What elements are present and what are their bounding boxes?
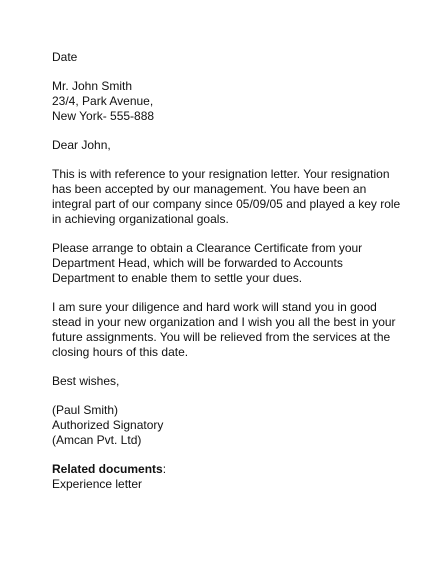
letter-page (52, 50, 422, 506)
paragraph-line: stead in your new organization and I wish you all the best in your (52, 315, 396, 329)
paragraph-line: future assignments. You will be relieved from the services at the (52, 330, 391, 344)
related-documents (52, 462, 422, 492)
related-colon: : (162, 462, 167, 476)
salutation: Dear John, (52, 138, 111, 152)
recipient-name: Mr. John Smith (52, 79, 133, 93)
signatory-company: (Amcan Pvt. Ltd) (52, 433, 142, 447)
paragraph-line: closing hours of this date. (52, 345, 189, 359)
paragraph-line: Please arrange to obtain a Clearance Certificate from your (52, 241, 363, 255)
paragraph-line: Department to enable them to settle your dues. (52, 271, 303, 285)
paragraph-line: Department Head, which will be forwarded to Accounts (52, 256, 343, 270)
paragraph-line: has been accepted by our management. You have been an (52, 182, 367, 196)
recipient-city: New York- 555-888 (52, 109, 155, 123)
paragraph-line: This is with reference to your resignation letter. Your resignation (52, 167, 390, 181)
body-paragraph-1 (52, 167, 422, 227)
related-heading-line (52, 462, 422, 477)
paragraph-line: integral part of our company since 05/09/05 and played a key role (52, 197, 401, 211)
body-paragraph-3 (52, 300, 422, 360)
related-heading: Related documents (52, 462, 163, 476)
date-label: Date (52, 50, 78, 64)
signatory-title: Authorized Signatory (52, 418, 164, 432)
date-block (52, 50, 422, 65)
signatory-name: (Paul Smith) (52, 403, 119, 417)
paragraph-line: in achieving organizational goals. (52, 212, 229, 226)
recipient-address (52, 79, 422, 124)
paragraph-line: I am sure your diligence and hard work will stand you in good (52, 300, 377, 314)
body-paragraph-2 (52, 241, 422, 286)
closing-block (52, 374, 422, 389)
recipient-street: 23/4, Park Avenue, (52, 94, 154, 108)
related-item[interactable]: Experience letter (52, 477, 143, 491)
salutation-block (52, 138, 422, 153)
closing: Best wishes, (52, 374, 120, 388)
signature-block (52, 403, 422, 448)
